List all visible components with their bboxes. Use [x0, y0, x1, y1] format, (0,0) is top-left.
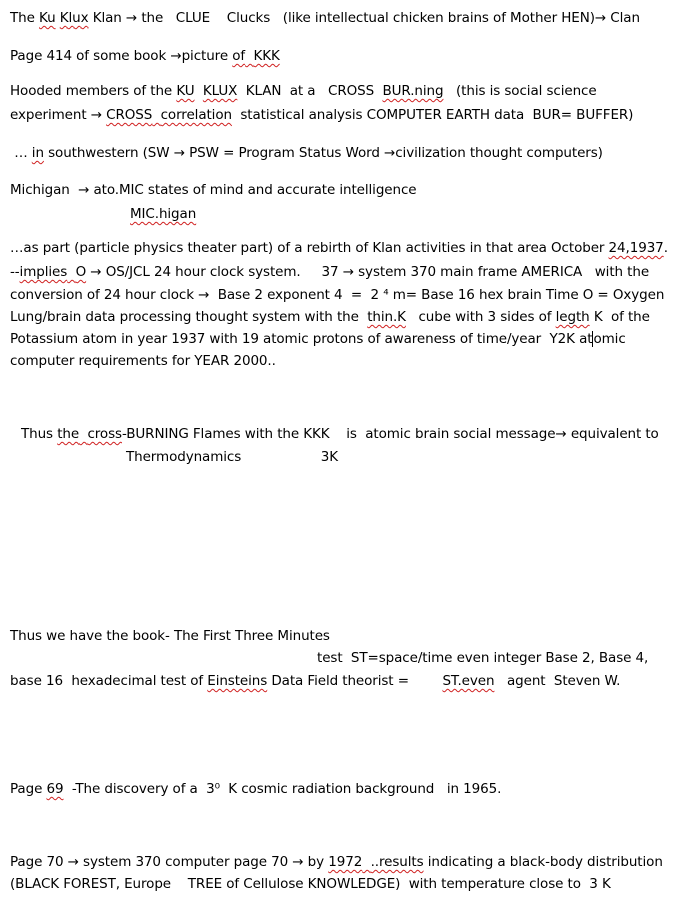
misspelled-word: O	[75, 264, 87, 280]
text-run: agent Steven W.	[494, 673, 621, 689]
text-line-01	[10, 9, 640, 27]
text-line-04	[10, 106, 633, 124]
text-run: omic	[593, 331, 626, 347]
text-run: → OS/JCL 24 hour clock system. 37 → system 370 main frame AMERICA with the	[86, 264, 650, 280]
text-run: -The discovery of a 3⁰ K cosmic radiation background in 1965.	[63, 781, 502, 797]
text-run: base 16 hexadecimal test of	[10, 673, 208, 689]
text-run: Lung/brain data processing thought system with the	[10, 309, 368, 325]
misspelled-word: KKK	[253, 48, 280, 64]
text-line-03	[10, 82, 597, 100]
misspelled-word: the	[57, 426, 80, 442]
text-line-10: conversion of 24 hour clock → Base 2 exponent 4 = 2 ⁴ m= Base 16 hex brain Time O = Oxygen	[10, 287, 665, 303]
misspelled-word: cross	[87, 426, 122, 442]
text-run: …	[10, 145, 32, 161]
text-line-20	[10, 853, 663, 871]
text-run: statistical analysis COMPUTER EARTH data BUR= BUFFER)	[231, 107, 634, 123]
misspelled-word: of	[232, 48, 246, 64]
text-run: Klan → the CLUE Clucks (like intellectual chicken brains of Mother HEN)→ Clan	[88, 10, 640, 26]
misspelled-word: correlation	[160, 107, 232, 123]
text-run	[195, 83, 203, 99]
text-line-02	[10, 47, 280, 65]
text-run: Page 70 → system 370 computer page 70 → by	[10, 854, 329, 870]
text-run: …as part (particle physics theater part) of a rebirth of Klan activities in that area October	[10, 240, 609, 256]
text-run: .	[663, 240, 668, 256]
text-line-06: Michigan → ato.MIC states of mind and accurate intelligence	[10, 182, 417, 198]
misspelled-word	[362, 854, 370, 870]
misspelled-word: 1972	[328, 854, 363, 870]
text-line-21: (BLACK FOREST, Europe TREE of Cellulose KNOWLEDGE) with temperature close to 3 K	[10, 876, 611, 892]
misspelled-word: CROSS	[106, 107, 153, 123]
misspelled-word	[152, 107, 160, 123]
text-run: --	[10, 264, 20, 280]
text-run: Hooded members of the	[10, 83, 177, 99]
text-line-19	[10, 780, 501, 798]
misspelled-word: ..results	[370, 854, 424, 870]
text-line-07	[130, 205, 196, 223]
misspelled-word: Klux	[59, 10, 89, 26]
misspelled-word: 69	[46, 781, 64, 797]
text-run: KLAN at a CROSS	[237, 83, 383, 99]
text-run: The	[10, 10, 39, 26]
text-line-13: computer requirements for YEAR 2000..	[10, 353, 276, 369]
text-run: Page	[10, 781, 47, 797]
text-run: (this is social science	[443, 83, 597, 99]
misspelled-word: MIC.higan	[130, 206, 197, 222]
text-run: experiment →	[10, 107, 107, 123]
text-run: -BURNING Flames with the KKK is atomic brain social message→ equivalent to	[121, 426, 659, 442]
misspelled-word: Ku	[39, 10, 56, 26]
text-run: Page 414 of some book →picture	[10, 48, 233, 64]
text-line-12	[10, 330, 626, 348]
text-run: K of the	[589, 309, 650, 325]
text-run: Data Field theorist =	[267, 673, 443, 689]
text-run: southwestern (SW → PSW = Program Status Word →civilization thought computers)	[43, 145, 603, 161]
text-line-16: Thus we have the book- The First Three Minutes	[10, 628, 330, 644]
misspelled-word: 24,1937	[608, 240, 664, 256]
text-line-11	[10, 308, 650, 326]
text-line-14	[21, 425, 659, 443]
misspelled-word: KLUX	[202, 83, 238, 99]
misspelled-word: BUR.ning	[382, 83, 444, 99]
misspelled-word: implies	[19, 264, 68, 280]
misspelled-word: legth	[555, 309, 590, 325]
text-line-08	[10, 239, 668, 257]
text-line-15: Thermodynamics 3K	[126, 449, 339, 465]
text-line-05	[10, 144, 603, 162]
misspelled-word: KU	[176, 83, 195, 99]
text-line-09	[10, 263, 649, 281]
misspelled-word: thin.K	[367, 309, 406, 325]
text-run: cube with 3 sides of	[405, 309, 556, 325]
text-run: Thus	[21, 426, 58, 442]
misspelled-word: ST.even	[442, 673, 495, 689]
text-line-17: test ST=space/time even integer Base 2, Base 4,	[317, 650, 649, 666]
text-line-18	[10, 672, 620, 690]
misspelled-word	[67, 264, 75, 280]
misspelled-word: Einsteins	[207, 673, 268, 689]
text-run: indicating a black-body distribution	[423, 854, 663, 870]
misspelled-word: in	[31, 145, 44, 161]
text-run: Potassium atom in year 1937 with 19 atomic protons of awareness of time/year Y2K at	[10, 331, 593, 347]
